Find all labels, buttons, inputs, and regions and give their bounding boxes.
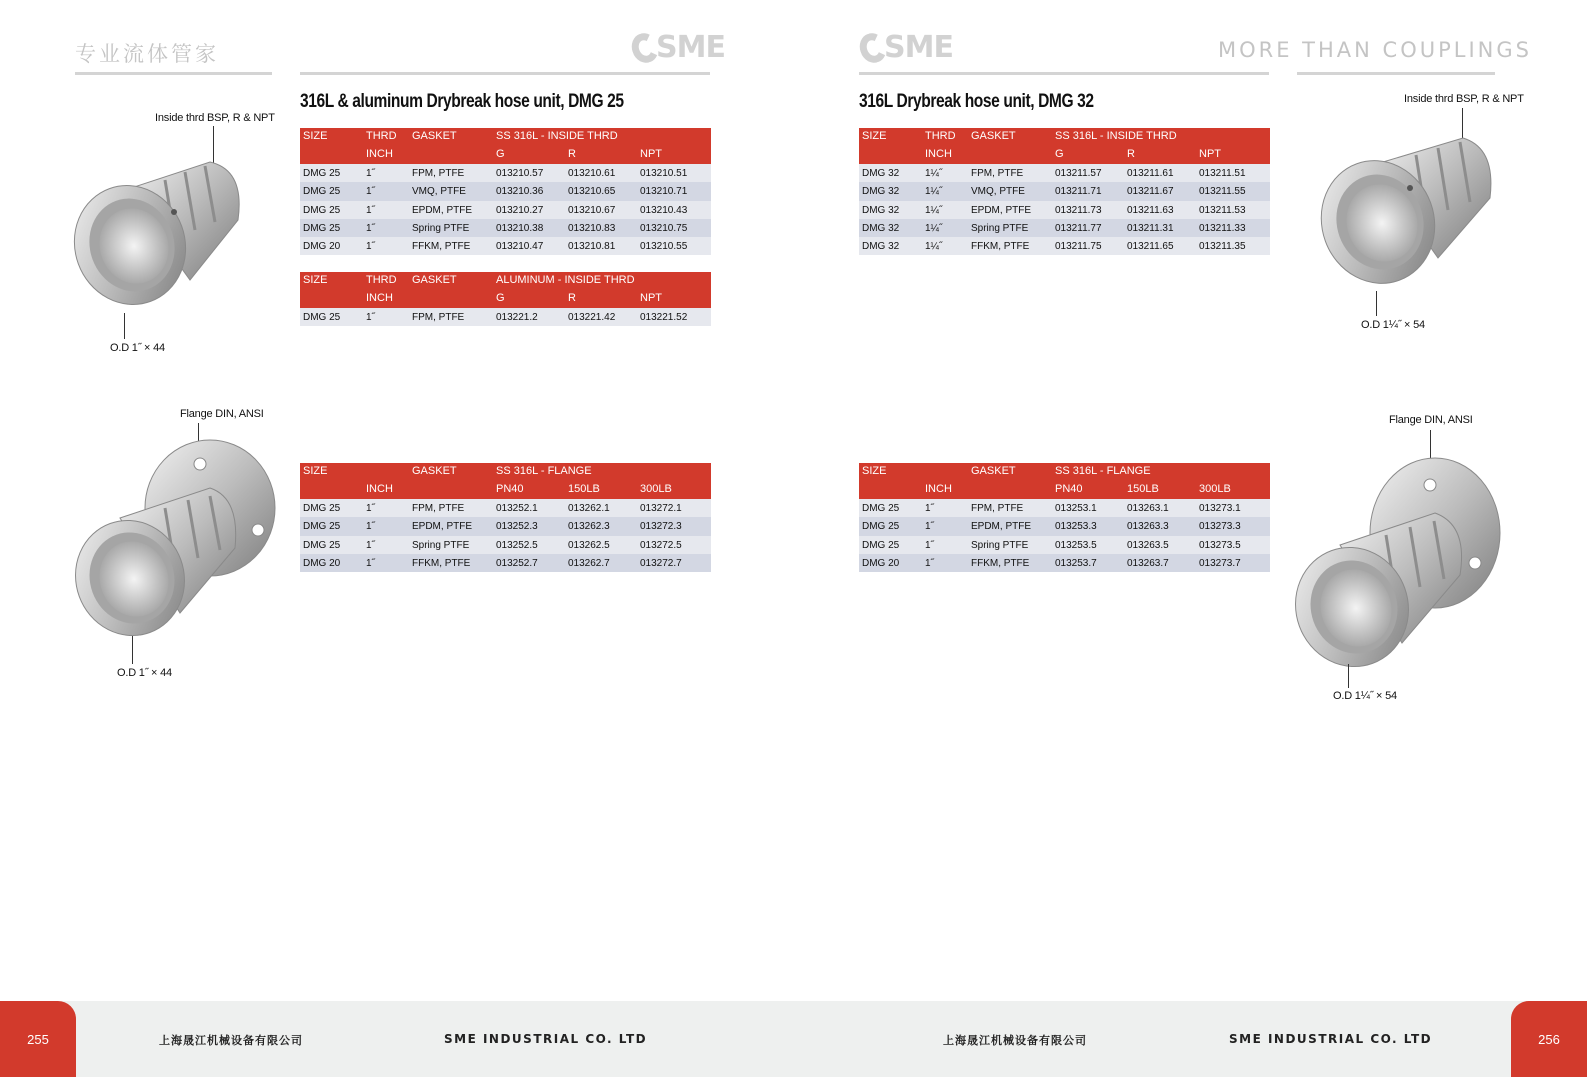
table-cell: 013263.5 (1127, 539, 1169, 551)
table-cell: 013221.42 (568, 312, 616, 323)
table-subheader-row (300, 290, 711, 308)
callout-leader (1376, 291, 1377, 316)
table-cell: 1˝ (366, 312, 375, 323)
table-cell: 1˝ (366, 539, 375, 551)
table-row (859, 182, 1270, 200)
table-row (859, 201, 1270, 219)
header-rule (300, 72, 710, 75)
table-ss316l-thread-dmg32 (859, 128, 1270, 255)
flange-callout-label: Flange DIN, ANSI (1389, 414, 1473, 426)
table-header-cell: INCH (366, 483, 393, 495)
table-cell: DMG 25 (862, 539, 900, 551)
table-cell: 013210.71 (640, 186, 688, 198)
table-cell: 1˝ (366, 204, 375, 216)
table-row (300, 499, 711, 517)
table-cell: 013262.1 (568, 503, 610, 514)
table-cell: 013210.67 (568, 204, 616, 216)
table-cell: 013211.73 (1055, 204, 1102, 216)
table-cell: 013252.7 (496, 557, 538, 569)
table-cell: 1˝ (366, 241, 375, 253)
footer-company-en: SME INDUSTRIAL CO. LTD (444, 1032, 648, 1046)
table-cell: 013252.5 (496, 539, 538, 551)
od-callout-label: O.D 1¼˝ × 54 (1361, 319, 1425, 331)
left-slogan: 专业流体管家 (75, 42, 219, 66)
table-row (300, 554, 711, 572)
table-cell: DMG 25 (303, 168, 341, 179)
callout-leader (124, 313, 125, 339)
header-rule (859, 72, 1269, 75)
table-header-cell: SIZE (303, 465, 328, 477)
table-cell: 013211.77 (1055, 222, 1102, 234)
table-cell: Spring PTFE (971, 222, 1029, 234)
thread-callout-label: Inside thrd BSP, R & NPT (155, 112, 275, 124)
table-cell: 013272.3 (640, 521, 682, 533)
table-cell: FPM, PTFE (971, 503, 1024, 514)
table-cell: 013210.51 (640, 168, 688, 179)
table-cell: DMG 20 (303, 241, 341, 253)
table-header-row (300, 128, 711, 146)
table-cell: 013253.3 (1055, 521, 1097, 533)
table-cell: 013252.1 (496, 503, 538, 514)
table-cell: 013262.7 (568, 557, 610, 569)
table-subheader-row (859, 481, 1270, 499)
table-cell: 1˝ (925, 539, 934, 551)
page-number-right: 256 (1511, 1001, 1587, 1077)
table-header-cell: GASKET (971, 130, 1016, 142)
table-cell: 013272.1 (640, 503, 682, 514)
table-cell: 013252.3 (496, 521, 538, 533)
table-cell: Spring PTFE (971, 539, 1029, 551)
table-cell: DMG 20 (303, 557, 341, 569)
table-cell: 013210.81 (568, 241, 616, 253)
table-cell: EPDM, PTFE (971, 204, 1032, 216)
table-row (300, 237, 711, 255)
table-cell: DMG 32 (862, 204, 900, 216)
table-cell: DMG 32 (862, 222, 900, 234)
table-row (300, 536, 711, 554)
table-header-cell: 300LB (1199, 483, 1231, 495)
table-cell: 1¼˝ (925, 168, 943, 179)
table-header-cell: 150LB (568, 483, 600, 495)
table-header-cell: G (496, 148, 505, 160)
table-cell: 013211.33 (1199, 222, 1246, 234)
table-header-cell: GASKET (971, 465, 1016, 477)
table-cell: DMG 25 (862, 521, 900, 533)
footer-company-cn: 上海晟江机械设备有限公司 (943, 1034, 1087, 1047)
table-header-row (859, 463, 1270, 481)
left-page-title: 316L & aluminum Drybreak hose unit, DMG 25 (300, 91, 624, 112)
table-cell: 013210.55 (640, 241, 688, 253)
table-cell: FPM, PTFE (412, 312, 465, 323)
table-row (859, 237, 1270, 255)
od-callout-label: O.D 1˝ × 44 (110, 342, 165, 354)
table-cell: 013210.65 (568, 186, 616, 198)
table-cell: 013221.52 (640, 312, 688, 323)
table-row (859, 499, 1270, 517)
table-cell: 1¼˝ (925, 222, 943, 234)
table-cell: FFKM, PTFE (412, 241, 471, 253)
table-header-cell: INCH (366, 292, 393, 304)
table-cell: DMG 25 (303, 503, 341, 514)
table-row (300, 201, 711, 219)
table-header-cell: R (1127, 148, 1135, 160)
table-cell: 013263.7 (1127, 557, 1169, 569)
table-cell: 1˝ (366, 503, 375, 514)
table-header-cell: THRD (925, 130, 956, 142)
table-header-cell: GASKET (412, 274, 457, 286)
table-header-cell: G (496, 292, 505, 304)
table-header-cell: 300LB (640, 483, 672, 495)
table-cell: EPDM, PTFE (412, 204, 473, 216)
table-cell: FPM, PTFE (412, 503, 465, 514)
od-callout-label: O.D 1˝ × 44 (117, 667, 172, 679)
table-cell: 013211.55 (1199, 186, 1246, 198)
table-cell: VMQ, PTFE (412, 186, 466, 198)
table-ss316l-flange-dmg32 (859, 463, 1270, 572)
table-cell: 013211.71 (1055, 186, 1102, 198)
table-cell: 013263.3 (1127, 521, 1169, 533)
table-cell: DMG 32 (862, 186, 900, 198)
table-cell: Spring PTFE (412, 222, 470, 234)
right-page-title: 316L Drybreak hose unit, DMG 32 (859, 91, 1094, 112)
table-cell: 1˝ (366, 557, 375, 569)
table-header-cell: NPT (640, 148, 662, 160)
callout-leader (1348, 664, 1349, 688)
table-cell: DMG 25 (303, 539, 341, 551)
table-header-row (859, 128, 1270, 146)
table-cell: 013273.7 (1199, 557, 1241, 569)
table-row (859, 536, 1270, 554)
table-header-row (300, 463, 711, 481)
thread-callout-label: Inside thrd BSP, R & NPT (1404, 93, 1524, 105)
table-header-cell: SIZE (303, 274, 328, 286)
right-slogan: MORE THAN COUPLINGS (1218, 38, 1532, 62)
table-cell: 1˝ (925, 557, 934, 569)
table-cell: 013210.75 (640, 222, 688, 234)
header-rule (1297, 72, 1495, 75)
table-cell: DMG 25 (303, 186, 341, 198)
table-cell: FPM, PTFE (412, 168, 465, 179)
drybreak-threaded-image (1318, 130, 1498, 300)
table-row (300, 182, 711, 200)
drybreak-threaded-image (70, 150, 250, 325)
table-row (859, 517, 1270, 535)
flange-callout-label: Flange DIN, ANSI (180, 408, 264, 420)
table-cell: DMG 25 (303, 521, 341, 533)
footer-company-en: SME INDUSTRIAL CO. LTD (1229, 1032, 1433, 1046)
table-header-cell: PN40 (496, 483, 524, 495)
table-cell: Spring PTFE (412, 539, 470, 551)
table-cell: 013253.5 (1055, 539, 1097, 551)
table-header-cell: SS 316L - INSIDE THRD (1055, 130, 1177, 142)
table-ss316l-thread-dmg25 (300, 128, 711, 255)
drybreak-flange-image (1290, 455, 1505, 675)
table-cell: 013210.47 (496, 241, 544, 253)
table-cell: DMG 25 (303, 312, 341, 323)
table-header-cell: NPT (1199, 148, 1221, 160)
table-cell: 013211.35 (1199, 241, 1246, 253)
table-cell: 013210.57 (496, 168, 544, 179)
table-cell: 013210.83 (568, 222, 616, 234)
table-cell: 1¼˝ (925, 204, 943, 216)
table-header-row (300, 272, 711, 290)
table-cell: DMG 25 (303, 204, 341, 216)
table-cell: DMG 25 (303, 222, 341, 234)
drybreak-flange-image (70, 438, 280, 643)
table-cell: 013272.5 (640, 539, 682, 551)
table-header-cell: INCH (925, 148, 952, 160)
table-row (859, 219, 1270, 237)
table-header-cell: THRD (366, 274, 397, 286)
table-header-cell: SS 316L - FLANGE (496, 465, 592, 477)
table-header-cell: SIZE (303, 130, 328, 142)
table-cell: 013253.1 (1055, 503, 1097, 514)
table-cell: 013211.63 (1127, 204, 1174, 216)
sme-logo (632, 30, 725, 65)
table-header-cell: SIZE (862, 465, 887, 477)
table-cell: 013211.75 (1055, 241, 1102, 253)
table-row (859, 164, 1270, 182)
table-header-cell: R (568, 292, 576, 304)
table-cell: 013273.1 (1199, 503, 1241, 514)
table-subheader-row (300, 481, 711, 499)
table-cell: DMG 32 (862, 168, 900, 179)
table-cell: 1˝ (366, 186, 375, 198)
table-cell: 013211.61 (1127, 168, 1174, 179)
table-cell: FPM, PTFE (971, 168, 1024, 179)
table-cell: 013211.57 (1055, 168, 1102, 179)
table-subheader-row (859, 146, 1270, 164)
table-cell: 1˝ (366, 521, 375, 533)
table-cell: 013262.5 (568, 539, 610, 551)
table-header-cell: NPT (640, 292, 662, 304)
table-header-cell: INCH (925, 483, 952, 495)
table-cell: 013263.1 (1127, 503, 1169, 514)
callout-leader (132, 636, 133, 664)
table-cell: FFKM, PTFE (971, 241, 1030, 253)
table-cell: FFKM, PTFE (412, 557, 471, 569)
table-header-cell: SS 316L - INSIDE THRD (496, 130, 618, 142)
table-aluminum-thread-dmg25 (300, 272, 711, 326)
table-cell: 013211.51 (1199, 168, 1246, 179)
table-header-cell: GASKET (412, 130, 457, 142)
table-cell: 013272.7 (640, 557, 682, 569)
table-cell: 013211.67 (1127, 186, 1174, 198)
logo-text: SME (884, 30, 953, 65)
table-cell: 013273.3 (1199, 521, 1241, 533)
table-header-cell: R (568, 148, 576, 160)
table-row (300, 308, 711, 326)
footer-company-cn: 上海晟江机械设备有限公司 (159, 1034, 303, 1047)
table-row (300, 164, 711, 182)
table-cell: 013210.38 (496, 222, 544, 234)
table-cell: 1¼˝ (925, 186, 943, 198)
table-header-cell: PN40 (1055, 483, 1083, 495)
table-cell: 013210.43 (640, 204, 688, 216)
header-rule (75, 72, 272, 75)
table-cell: DMG 32 (862, 241, 900, 253)
table-header-cell: THRD (366, 130, 397, 142)
table-cell: 013210.61 (568, 168, 616, 179)
sme-logo (860, 30, 953, 65)
table-header-cell: 150LB (1127, 483, 1159, 495)
table-ss316l-flange-dmg25 (300, 463, 711, 572)
table-cell: 013210.36 (496, 186, 544, 198)
table-cell: 013210.27 (496, 204, 544, 216)
table-row (859, 554, 1270, 572)
table-cell: 1¼˝ (925, 241, 943, 253)
table-cell: DMG 25 (862, 503, 900, 514)
table-cell: 013211.53 (1199, 204, 1246, 216)
table-header-cell: G (1055, 148, 1064, 160)
table-row (300, 219, 711, 237)
table-cell: FFKM, PTFE (971, 557, 1030, 569)
table-cell: 013221.2 (496, 312, 538, 323)
table-header-cell: GASKET (412, 465, 457, 477)
table-cell: 1˝ (925, 503, 934, 514)
table-row (300, 517, 711, 535)
table-cell: 1˝ (366, 222, 375, 234)
table-cell: 013262.3 (568, 521, 610, 533)
table-subheader-row (300, 146, 711, 164)
page-number-left: 255 (0, 1001, 76, 1077)
table-cell: 013273.5 (1199, 539, 1241, 551)
table-cell: 013211.65 (1127, 241, 1174, 253)
table-header-cell: SIZE (862, 130, 887, 142)
table-cell: EPDM, PTFE (412, 521, 473, 533)
logo-text: SME (656, 30, 725, 65)
table-header-cell: SS 316L - FLANGE (1055, 465, 1151, 477)
table-cell: 013253.7 (1055, 557, 1097, 569)
table-cell: 013211.31 (1127, 222, 1174, 234)
table-cell: VMQ, PTFE (971, 186, 1025, 198)
table-header-cell: ALUMINUM - INSIDE THRD (496, 274, 635, 286)
table-cell: 1˝ (366, 168, 375, 179)
od-callout-label: O.D 1¼˝ × 54 (1333, 690, 1397, 702)
table-cell: 1˝ (925, 521, 934, 533)
table-cell: EPDM, PTFE (971, 521, 1032, 533)
table-cell: DMG 20 (862, 557, 900, 569)
table-header-cell: INCH (366, 148, 393, 160)
